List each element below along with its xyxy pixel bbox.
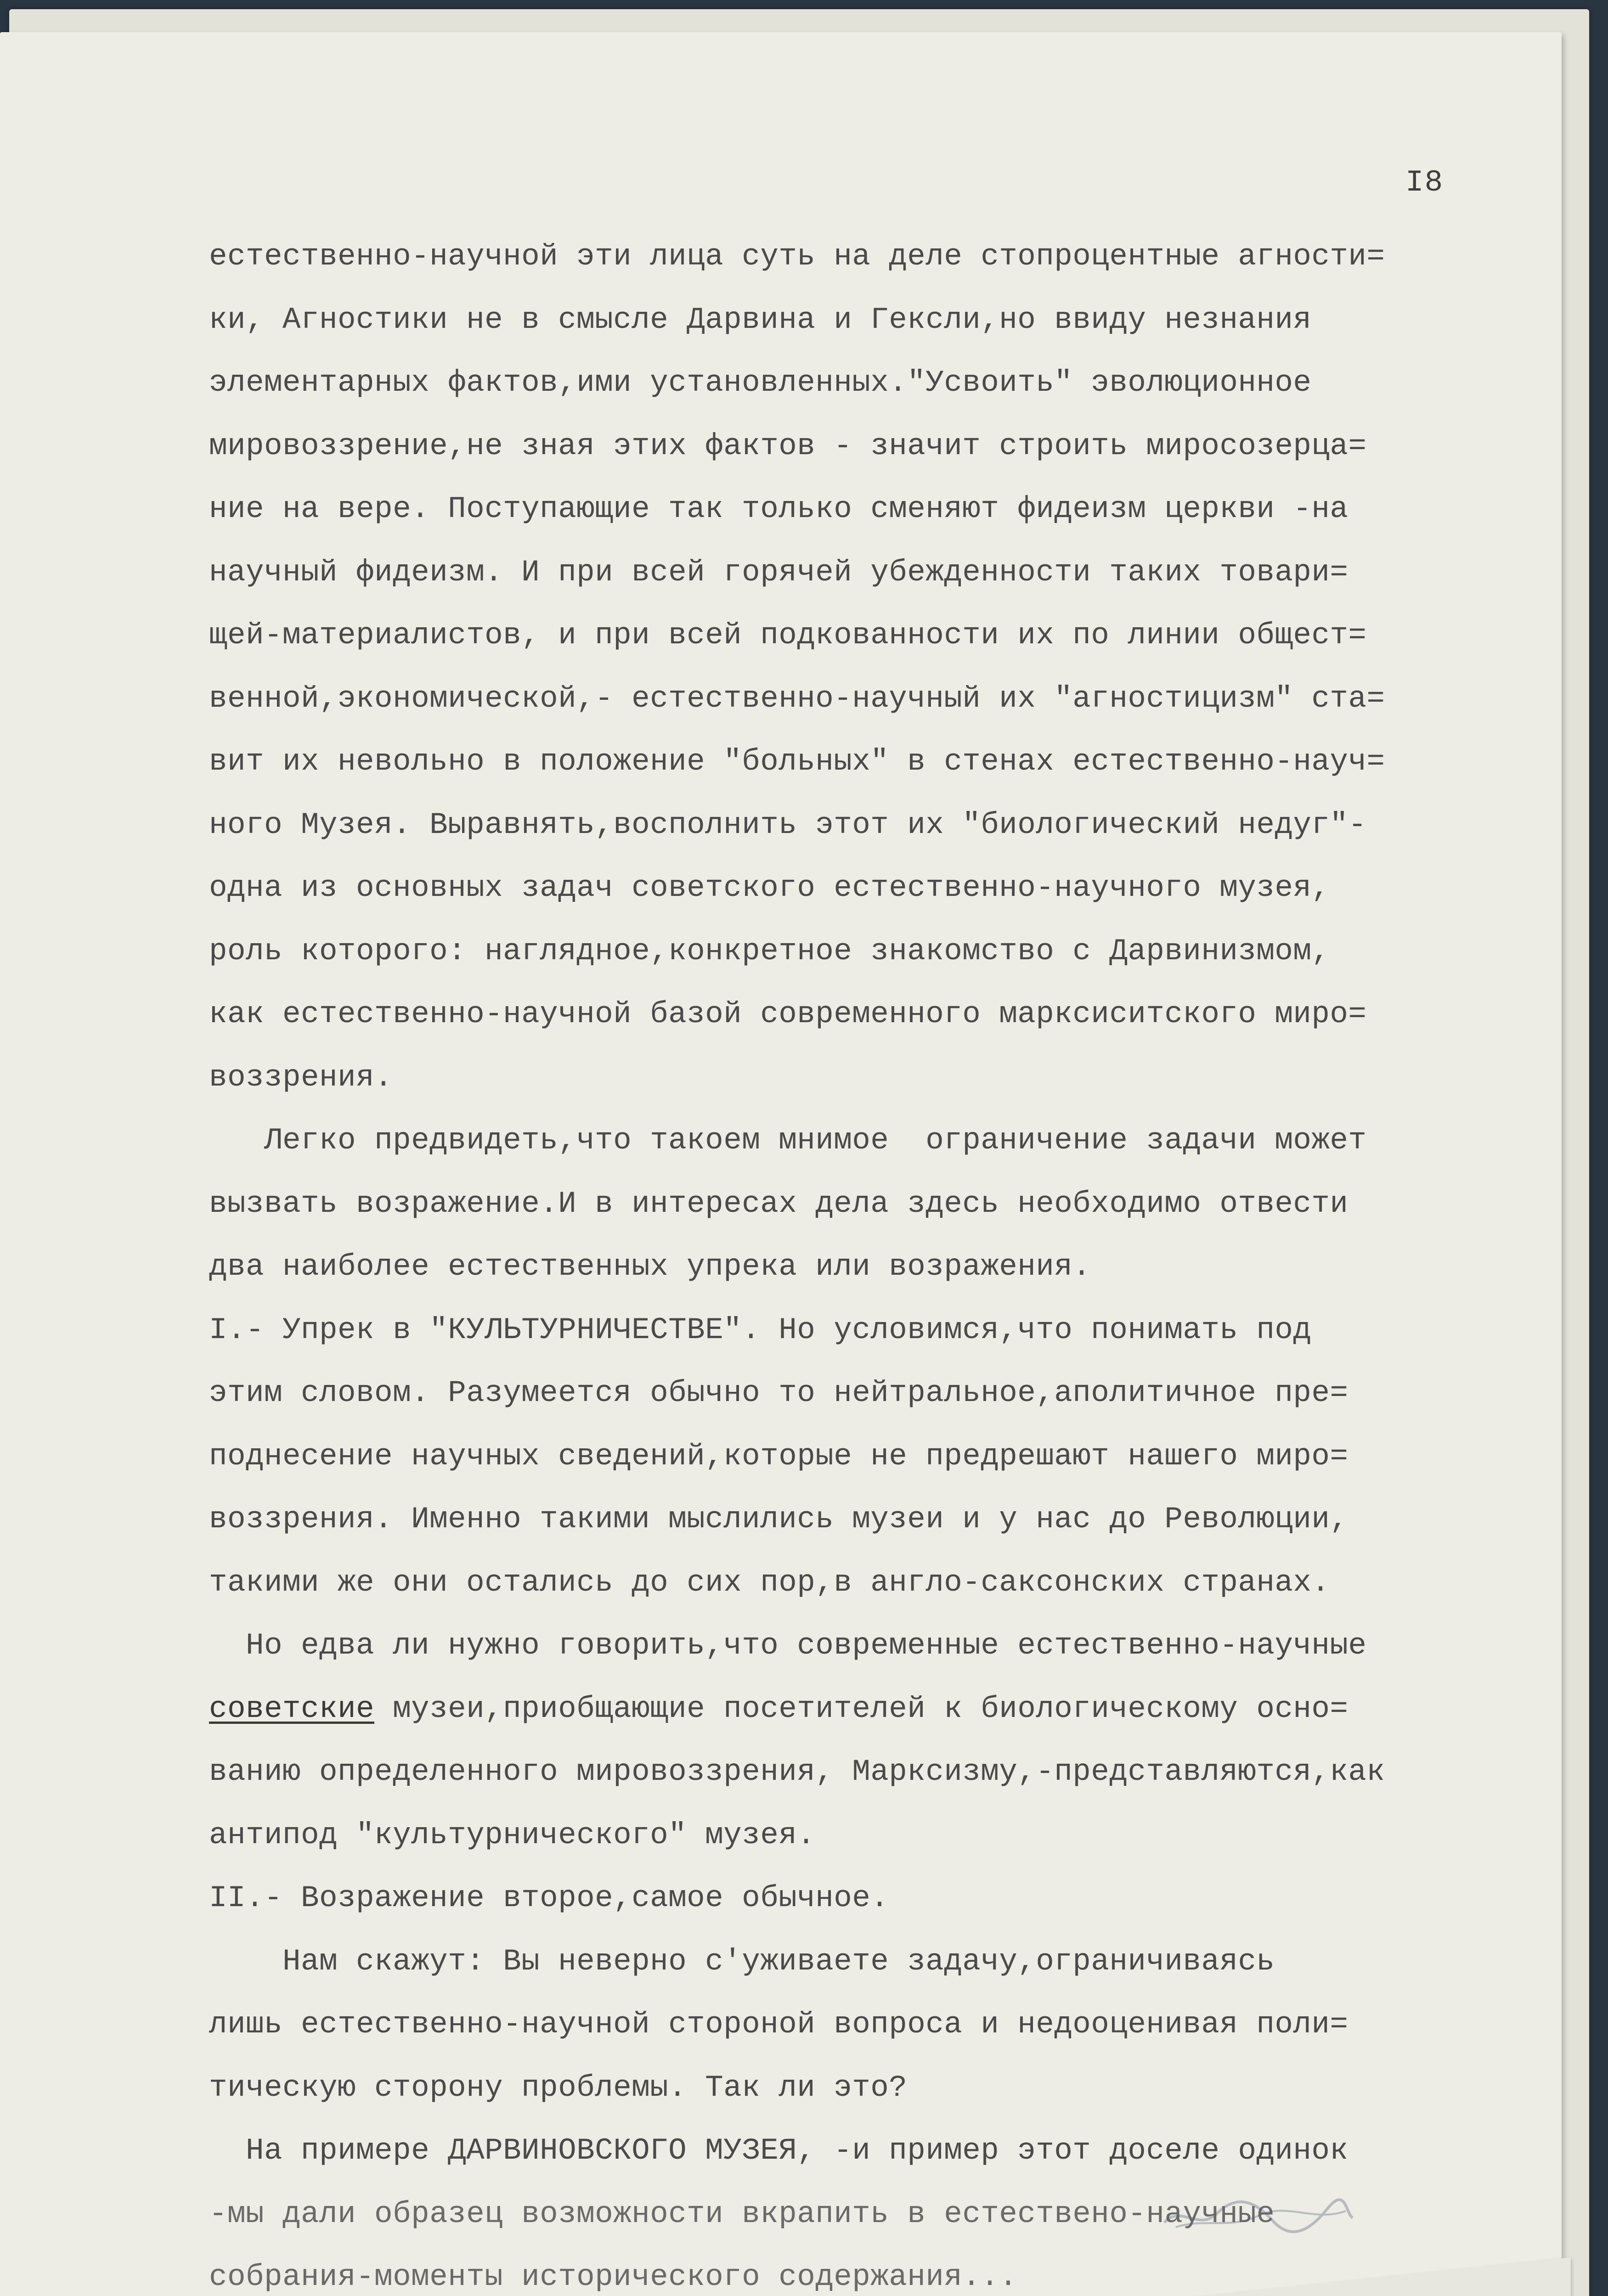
line-text: ние на вере. Поступающие так только сменяют фидеизм церкви -на [209,492,1348,526]
line-text: поднесение научных сведений,которые не предрешают нашего миро= [209,1439,1348,1474]
text-line [209,1299,1541,1362]
text-line [209,1930,1541,1993]
line-text: этим словом. Разумеется обычно то нейтральное,аполитичное пре= [209,1376,1348,1410]
line-text: как естественно-научной базой современного марксиситского миро= [209,997,1367,1031]
text-line [209,920,1541,983]
text-line [209,1488,1541,1551]
line-text: Легко предвидеть,что такоем мнимое ограничение задачи может [264,1123,1367,1158]
line-text: антипод "культурнического" музея. [209,1818,816,1852]
line-text: -мы дали образец возможности вкрапить в естествено-научные [209,2196,1275,2231]
line-text: ванию определенного мировоззрения, Марксизму,-представляются,как [209,1755,1385,1789]
line-text: элементарных фактов,ими установленных."Усвоить" эволюционное [209,366,1312,400]
line-text: воззрения. Именно такими мыслились музеи и у нас до Революции, [209,1502,1348,1536]
ink-scribble-mark [1162,2195,1355,2236]
line-text: одна из основных задач советского естественно-научного музея, [209,871,1330,905]
text-line [209,604,1541,667]
underlined-word: советские [209,1691,375,1726]
page-number: I8 [1405,165,1444,200]
line-text: вит их невольно в положение "больных" в стенах естественно-науч= [209,744,1385,779]
text-line [209,2119,1541,2183]
line-text: ного Музея. Выравнять,восполнить этот их "биологический недуг"- [209,807,1367,842]
text-line [209,1551,1541,1615]
text-line [209,856,1541,920]
text-line [209,730,1541,793]
text-line [209,1109,1541,1172]
line-text: II.- Возражение второе,самое обычное. [209,1881,889,1915]
line-text: венной,экономической,- естественно-научный их "агностицизм" ста= [209,681,1385,716]
line-text: лишь естественно-научной стороной вопроса и недооценивая поли= [209,2007,1348,2042]
text-line [209,2245,1541,2296]
line-text: собрания-моменты исторического содержания... [209,2260,1018,2294]
text-line [209,1993,1541,2056]
line-text: На примере ДАРВИНОВСКОГО МУЗЕЯ, -и пример этот доселе одинок [246,2133,1348,2168]
line-text: ки, Агностики не в смысле Дарвина и Гексли,но ввиду незнания [209,302,1312,337]
line-text: мировоззрение,не зная этих фактов - значит строить миросозерца= [209,428,1367,463]
text-line [209,1740,1541,1804]
line-text: Но едва ли нужно говорить,что современные естественно-научные [246,1628,1367,1663]
text-line [209,2056,1541,2120]
text-line [209,1172,1541,1236]
line-text: щей-материалистов, и при всей подкованности их по линии общест= [209,618,1367,653]
text-line [209,667,1541,731]
line-text: такими же они остались до сих пор,в англо-саксонских странах. [209,1565,1330,1600]
text-line [209,793,1541,857]
text-line [209,541,1541,604]
text-line [209,1046,1541,1109]
text-line [209,1677,1541,1741]
text-line [209,1804,1541,1867]
line-text: I.- Упрек в "КУЛЬТУРНИЧЕСТВЕ". Но условимся,что понимать под [209,1312,1312,1347]
text-line [209,225,1541,288]
line-text: естественно-научной эти лица суть на деле стопроцентные агности= [209,239,1385,274]
text-line [209,1614,1541,1677]
text-line [209,1362,1541,1425]
line-text: воззрения. [209,1060,393,1095]
text-line [209,351,1541,415]
text-line [209,1235,1541,1299]
typescript-body [209,225,1541,2296]
text-line [209,478,1541,541]
text-line [209,1425,1541,1488]
text-line [209,1867,1541,1930]
text-line [209,983,1541,1046]
line-text: вызвать возражение.И в интересах дела здесь необходимо отвести [209,1186,1348,1221]
text-line [209,288,1541,352]
line-text: два наиболее естественных упрека или возражения. [209,1249,1091,1284]
line-text: роль которого: наглядное,конкретное знакомство с Дарвинизмом, [209,934,1330,968]
line-text: музеи,приобщающие посетителей к биологическому осно= [374,1691,1348,1726]
line-text: Нам скажут: Вы неверно с'уживаете задачу,ограничиваясь [282,1944,1275,1979]
text-line [209,415,1541,478]
line-text: научный фидеизм. И при всей горячей убежденности таких товари= [209,555,1348,590]
line-text: тическую сторону проблемы. Так ли это? [209,2070,908,2105]
